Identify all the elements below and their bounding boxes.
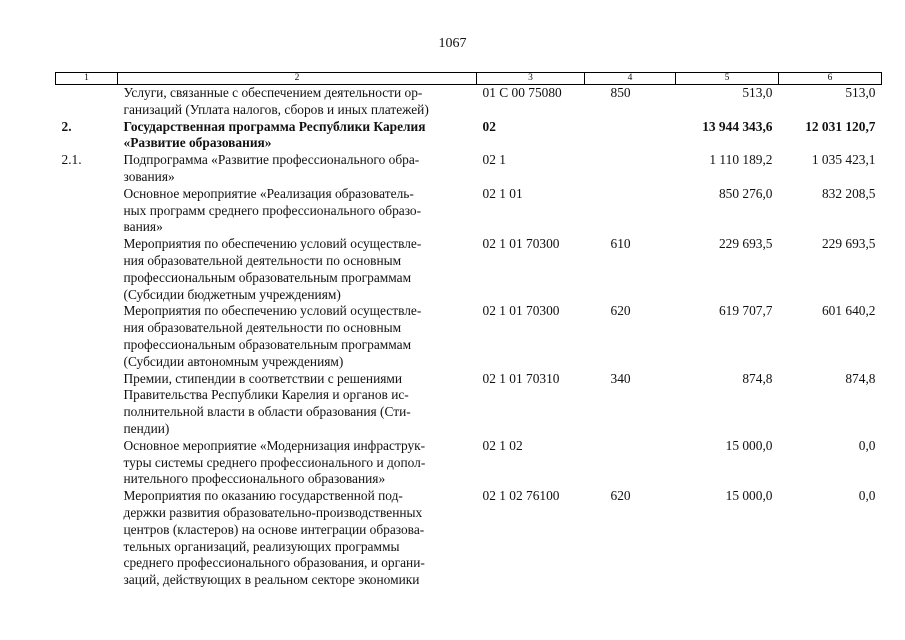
amount-year2-cell: 601 640,2 [821, 303, 876, 319]
amount-year2-cell: 0,0 [858, 488, 876, 504]
target-code-cell: 02 1 01 70300 [482, 236, 560, 252]
expense-type-cell [585, 438, 676, 488]
target-code-cell: 01 С 00 75080 [482, 85, 562, 100]
item-name-cell: Мероприятия по оказанию государственной под- держки развития образовательно-производственных центров (кластеров) на основе интеграции образова- тельных организаций, реализующих программы среднего профессионального образования, и органи- заций, действующих в реальном секторе экономики [123, 488, 425, 588]
expense-type-cell: 620 [610, 303, 631, 319]
row-number-cell [56, 438, 118, 488]
header-col-5: 5 [676, 73, 779, 85]
amount-year1-cell: 15 000,0 [725, 437, 773, 453]
row-number-cell [56, 303, 118, 370]
target-code-cell: 02 1 02 [482, 437, 523, 453]
amount-year2-cell: 513,0 [845, 85, 876, 100]
expense-type-cell: 610 [610, 236, 631, 252]
amount-year1-cell: 874,8 [742, 370, 773, 386]
table-row [56, 119, 882, 153]
amount-year1-cell: 1 110 189,2 [709, 152, 773, 168]
table-header [56, 73, 882, 85]
table-row [56, 236, 882, 303]
table-row [56, 488, 882, 589]
expense-type-cell [585, 119, 676, 153]
table-row [56, 152, 882, 186]
expense-type-cell [585, 186, 676, 236]
table-row [56, 371, 882, 438]
amount-year1-cell: 619 707,7 [718, 303, 773, 319]
row-number-cell: 2. [61, 118, 72, 134]
expense-type-cell: 620 [610, 488, 631, 504]
header-col-1: 1 [56, 73, 118, 85]
row-number-cell [56, 85, 118, 119]
header-col-6: 6 [779, 73, 882, 85]
expense-type-cell: 850 [610, 85, 631, 100]
table-row [56, 438, 882, 488]
amount-year2-cell: 229 693,5 [821, 236, 876, 252]
target-code-cell: 02 1 01 70300 [482, 303, 560, 319]
header-row [56, 73, 882, 85]
amount-year2-cell: 1 035 423,1 [811, 152, 876, 168]
amount-year2-cell: 832 208,5 [821, 185, 876, 201]
target-code-cell: 02 1 01 [482, 185, 523, 201]
item-name-cell: Подпрограмма «Развитие профессионального обра- зования» [123, 152, 420, 184]
item-name-cell: Премии, стипендии в соответствии с решениями Правительства Республики Карелия и органов ис- полнительной власти в области образования (Сти- пендии) [123, 370, 411, 436]
expense-type-cell [585, 152, 676, 186]
header-col-2: 2 [118, 73, 477, 85]
budget-table [55, 72, 882, 589]
table-row [56, 186, 882, 236]
table-body [56, 85, 882, 589]
amount-year1-cell: 513,0 [742, 85, 773, 100]
item-name-cell: Мероприятия по обеспечению условий осуществле- ния образовательной деятельности по основным профессиональным образовательным программам (Субсидии бюджетным учреждениям) [123, 236, 422, 302]
expense-type-cell: 340 [610, 370, 631, 386]
amount-year1-cell: 850 276,0 [718, 185, 773, 201]
page-number: 1067 [438, 36, 467, 51]
row-number-cell [56, 236, 118, 303]
target-code-cell: 02 [482, 118, 496, 134]
row-number-cell [56, 371, 118, 438]
amount-year2-cell: 0,0 [858, 437, 876, 453]
target-code-cell: 02 1 02 76100 [482, 488, 560, 504]
item-name-cell: Основное мероприятие «Реализация образователь- ных программ среднего профессионального образо- вания» [123, 185, 422, 235]
header-col-4: 4 [585, 73, 676, 85]
amount-year2-cell: 874,8 [845, 370, 876, 386]
row-number-cell [56, 186, 118, 236]
item-name-cell: Мероприятия по обеспечению условий осуществле- ния образовательной деятельности по основным профессиональным образовательным программам (Субсидии автономным учреждениям) [123, 303, 422, 369]
amount-year1-cell: 229 693,5 [718, 236, 773, 252]
row-number-cell [56, 488, 118, 589]
table-row [56, 303, 882, 370]
row-number-cell: 2.1. [61, 152, 82, 168]
target-code-cell: 02 1 01 70310 [482, 370, 560, 386]
target-code-cell: 02 1 [482, 152, 506, 168]
amount-year1-cell: 15 000,0 [725, 488, 773, 504]
header-col-3: 3 [477, 73, 585, 85]
item-name-cell: Государственная программа Республики Карелия «Развитие образования» [123, 118, 426, 151]
item-name-cell: Услуги, связанные с обеспечением деятельности ор- ганизаций (Уплата налогов, сборов и иных платежей) [123, 85, 429, 117]
amount-year2-cell: 12 031 120,7 [805, 118, 876, 134]
item-name-cell: Основное мероприятие «Модернизация инфраструк- туры системы среднего профессионального и допол- нительного профессионального образования» [123, 437, 426, 487]
amount-year1-cell: 13 944 343,6 [702, 118, 773, 134]
table-row [56, 85, 882, 119]
